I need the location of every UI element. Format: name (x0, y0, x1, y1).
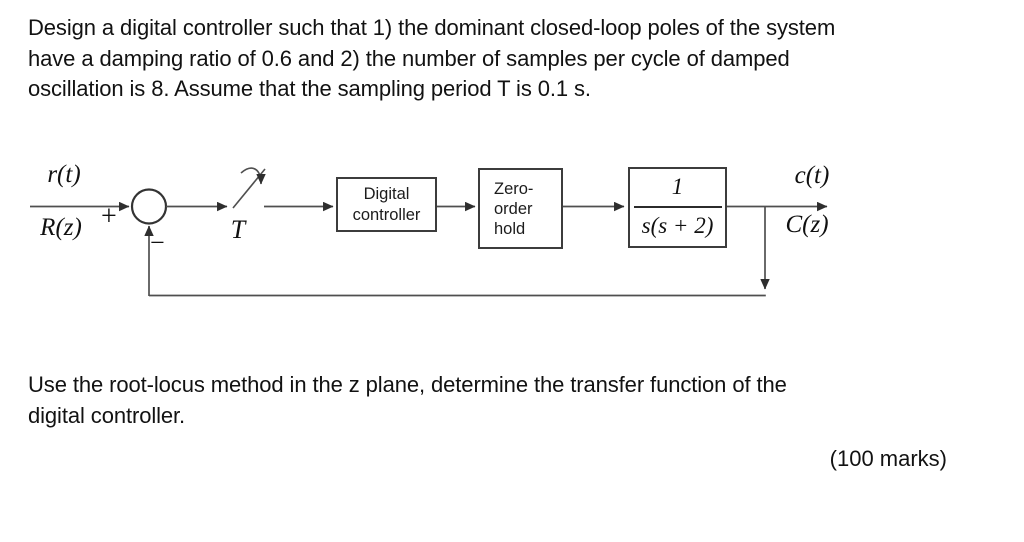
zoh-label-line2: order (494, 200, 533, 218)
input-continuous-label: r(t) (47, 161, 81, 188)
summing-junction (132, 190, 166, 224)
digital-controller-label-line2: controller (352, 205, 421, 224)
plant-transfer-function-block (628, 167, 727, 248)
zero-order-hold-block (478, 168, 563, 249)
sum-plus-sign: + (101, 201, 117, 232)
sampler-switch-icon (233, 168, 265, 208)
problem-line-3: oscillation is 8. Assume that the sampling period T is 0.1 s. (28, 76, 591, 101)
question-line-1: Use the root-locus method in the z plane, determine the transfer function of the (28, 372, 787, 397)
zoh-label-line3: hold (494, 220, 526, 238)
digital-controller-block (336, 177, 437, 232)
plant-denominator: s(s + 2) (641, 213, 714, 238)
digital-controller-label-line1: Digital (363, 184, 410, 203)
input-discrete-label: R(z) (40, 214, 82, 241)
question-line-2: digital controller. (28, 403, 186, 428)
zoh-label-line1: Zero- (494, 180, 534, 198)
sum-minus-sign: − (150, 228, 165, 257)
sampling-period-label: T (230, 215, 246, 244)
question-instruction (28, 369, 787, 431)
plant-numerator: 1 (671, 174, 684, 199)
problem-line-2: have a damping ratio of 0.6 and 2) the number of samples per cycle of damped (28, 45, 790, 71)
marks-label: (100 marks) (829, 446, 947, 471)
problem-line-1: Design a digital controller such that 1) the dominant closed-loop poles of the system (28, 15, 836, 40)
output-discrete-label: C(z) (785, 211, 829, 238)
output-continuous-label: c(t) (794, 162, 830, 189)
